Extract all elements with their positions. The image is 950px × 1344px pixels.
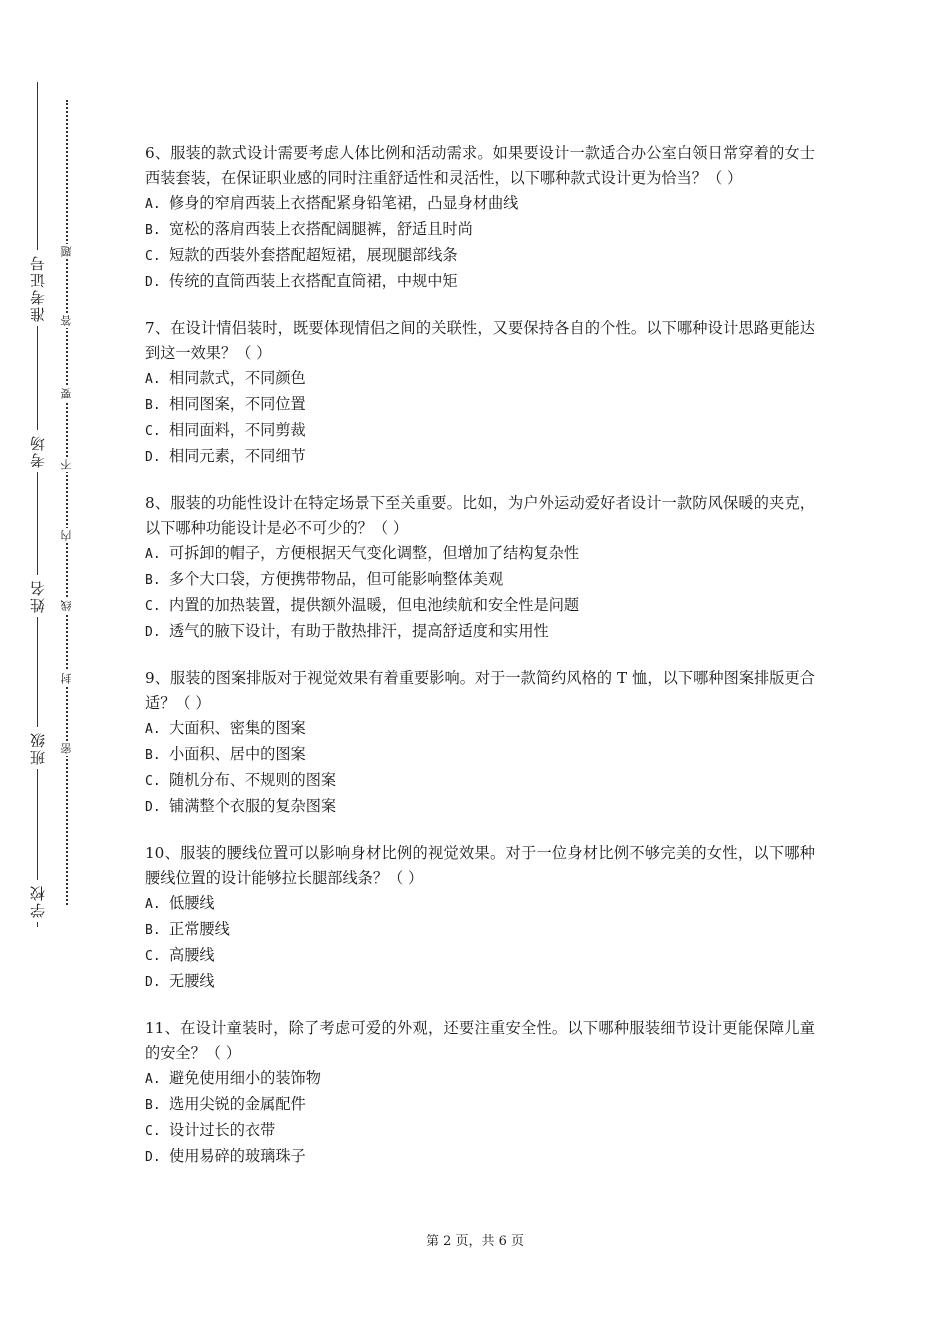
- option-list: [145, 366, 815, 470]
- option-letter: B.: [145, 923, 161, 938]
- option-text: 传统的直筒西装上衣搭配直筒裙，中规中矩: [169, 272, 458, 290]
- option-text: 相同图案，不同位置: [169, 395, 306, 413]
- option-b: [145, 567, 815, 593]
- option-d: [145, 1144, 815, 1170]
- option-list: [145, 541, 815, 645]
- option-list: [145, 891, 815, 995]
- option-letter: B.: [145, 1098, 161, 1113]
- option-letter: D.: [145, 1150, 161, 1165]
- binding-solid-line: [37, 82, 38, 927]
- option-b: [145, 1092, 815, 1118]
- option-text: 低腰线: [169, 894, 215, 912]
- seal-char: 答: [58, 313, 76, 328]
- question-stem: 7、在设计情侣装时，既要体现情侣之间的关联性，又要保持各自的个性。以下哪种设计思路更能达到这一效果？（ ）: [145, 319, 815, 362]
- question-list: [145, 141, 815, 1191]
- option-b: [145, 392, 815, 418]
- option-list: [145, 716, 815, 820]
- page-footer: 第 2 页，共 6 页: [425, 1234, 525, 1249]
- option-b: [145, 217, 815, 243]
- option-a: [145, 1066, 815, 1092]
- question-6: [145, 141, 815, 295]
- question-11: [145, 1016, 815, 1170]
- option-c: [145, 593, 815, 619]
- option-c: [145, 418, 815, 444]
- option-d: [145, 969, 815, 995]
- option-text: 正常腰线: [169, 920, 230, 938]
- option-letter: C.: [145, 599, 161, 614]
- option-a: [145, 366, 815, 392]
- option-c: [145, 1118, 815, 1144]
- option-text: 相同款式，不同颜色: [169, 369, 306, 387]
- binding-margin: [0, 0, 120, 1344]
- question-9: [145, 666, 815, 820]
- option-d: [145, 444, 815, 470]
- question-stem: 9、服装的图案排版对于视觉效果有着重要影响。对于一款简约风格的 T 恤，以下哪种图案排版更合适？（ ）: [145, 669, 815, 712]
- question-stem: 11、在设计童装时，除了考虑可爱的外观，还要注重安全性。以下哪种服装细节设计更能保障儿童的安全？（ ）: [145, 1019, 815, 1062]
- option-letter: C.: [145, 424, 161, 439]
- question-stem: 10、服装的腰线位置可以影响身材比例的视觉效果。对于一位身材比例不够完美的女性，以下哪种腰线位置的设计能够拉长腿部线条？（ ）: [145, 844, 815, 887]
- option-a: [145, 716, 815, 742]
- field-exam-number-label: 准考证号: [23, 250, 53, 326]
- option-letter: D.: [145, 275, 161, 290]
- option-letter: C.: [145, 1124, 161, 1139]
- option-letter: B.: [145, 223, 161, 238]
- option-text: 避免使用细小的装饰物: [169, 1069, 321, 1087]
- option-letter: A.: [145, 372, 161, 387]
- option-letter: A.: [145, 197, 161, 212]
- option-text: 多个大口袋，方便携带物品，但可能影响整体美观: [169, 570, 504, 588]
- field-exam-room-label: 考场: [23, 430, 53, 472]
- option-a: [145, 541, 815, 567]
- option-letter: A.: [145, 722, 161, 737]
- seal-char: 线: [58, 598, 76, 613]
- option-text: 可拆卸的帽子，方便根据天气变化调整，但增加了结构复杂性: [169, 544, 580, 562]
- option-text: 相同面料，不同剪裁: [169, 421, 306, 439]
- option-d: [145, 269, 815, 295]
- option-text: 设计过长的衣带: [169, 1121, 276, 1139]
- option-text: 宽松的落肩西装上衣搭配阔腿裤，舒适且时尚: [169, 220, 473, 238]
- option-d: [145, 619, 815, 645]
- option-text: 透气的腋下设计，有助于散热排汗，提高舒适度和实用性: [169, 622, 549, 640]
- option-letter: B.: [145, 748, 161, 763]
- option-letter: D.: [145, 450, 161, 465]
- option-letter: B.: [145, 573, 161, 588]
- option-letter: A.: [145, 1072, 161, 1087]
- seal-char: 要: [58, 386, 76, 401]
- option-letter: C.: [145, 949, 161, 964]
- option-letter: C.: [145, 774, 161, 789]
- option-text: 小面积、居中的图案: [169, 745, 306, 763]
- field-school-label: 学校: [23, 880, 53, 922]
- field-name-label: 姓名: [23, 575, 53, 617]
- option-letter: B.: [145, 398, 161, 413]
- option-text: 内置的加热装置，提供额外温暖，但电池续航和安全性是问题: [169, 596, 580, 614]
- option-b: [145, 917, 815, 943]
- option-letter: A.: [145, 897, 161, 912]
- option-b: [145, 742, 815, 768]
- option-text: 修身的窄肩西装上衣搭配紧身铅笔裙，凸显身材曲线: [169, 194, 519, 212]
- option-text: 使用易碎的玻璃珠子: [169, 1147, 306, 1165]
- field-class-label: 班级: [23, 727, 53, 769]
- option-text: 高腰线: [169, 946, 215, 964]
- question-7: [145, 316, 815, 470]
- seal-char: 封: [58, 671, 76, 686]
- seal-char: 不: [58, 457, 76, 472]
- option-text: 无腰线: [169, 972, 215, 990]
- option-list: [145, 191, 815, 295]
- option-text: 选用尖锐的金属配件: [169, 1095, 306, 1113]
- option-c: [145, 243, 815, 269]
- option-list: [145, 1066, 815, 1170]
- option-d: [145, 794, 815, 820]
- seal-char: 内: [58, 528, 76, 543]
- option-letter: A.: [145, 547, 161, 562]
- question-stem: 8、服装的功能性设计在特定场景下至关重要。比如，为户外运动爱好者设计一款防风保暖的夹克，以下哪种功能设计是必不可少的？（ ）: [145, 494, 815, 537]
- option-letter: D.: [145, 800, 161, 815]
- option-c: [145, 768, 815, 794]
- option-text: 铺满整个衣服的复杂图案: [169, 797, 337, 815]
- question-stem: 6、服装的款式设计需要考虑人体比例和活动需求。如果要设计一款适合办公室白领日常穿着的女士西装套装，在保证职业感的同时注重舒适性和灵活性，以下哪种款式设计更为恰当？（ ）: [145, 144, 815, 187]
- option-text: 短款的西装外套搭配超短裙，展现腿部线条: [169, 246, 458, 264]
- option-letter: C.: [145, 249, 161, 264]
- seal-char: 密: [58, 741, 76, 756]
- seal-char: 题: [58, 244, 76, 259]
- binding-dotted-line: [66, 100, 68, 905]
- option-letter: D.: [145, 625, 161, 640]
- option-letter: D.: [145, 975, 161, 990]
- option-text: 大面积、密集的图案: [169, 719, 306, 737]
- option-c: [145, 943, 815, 969]
- question-10: [145, 841, 815, 995]
- option-text: 随机分布、不规则的图案: [169, 771, 337, 789]
- question-8: [145, 491, 815, 645]
- option-a: [145, 891, 815, 917]
- option-a: [145, 191, 815, 217]
- option-text: 相同元素，不同细节: [169, 447, 306, 465]
